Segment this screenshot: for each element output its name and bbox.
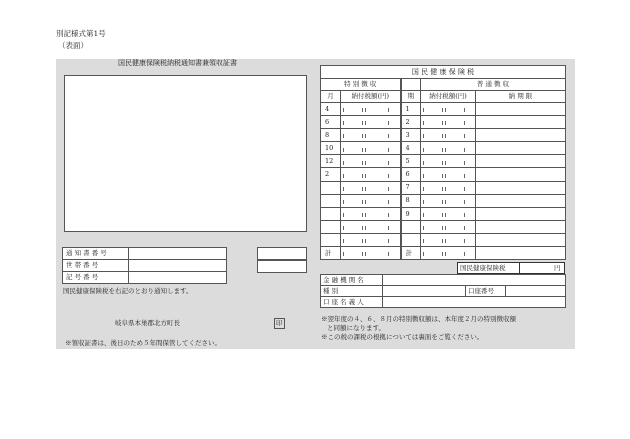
special-month-cell: 2 <box>321 168 341 181</box>
col-month: 月 <box>321 91 341 103</box>
bank-name-label: 金 融 機 関 名 <box>321 275 383 286</box>
ordinary-amount-cell <box>421 155 476 168</box>
ordinary-amount-cell <box>421 116 476 129</box>
side-box-top <box>257 247 307 260</box>
address-window <box>64 75 307 232</box>
special-month-cell <box>321 207 341 220</box>
tax-row <box>321 129 566 142</box>
tax-row <box>321 220 566 233</box>
ordinary-period-cell: 2 <box>401 116 421 129</box>
col-due-date: 納 期 限 <box>476 91 566 103</box>
tax-total-box <box>457 262 565 274</box>
special-month-cell: 10 <box>321 142 341 155</box>
ordinary-amount-cell <box>421 194 476 207</box>
ordinary-amount-cell <box>421 181 476 194</box>
ordinary-period-cell: 3 <box>401 129 421 142</box>
col-amount-ordinary: 納付税額(円) <box>421 91 476 103</box>
special-amount-cell <box>341 233 401 246</box>
notice-number-label: 通 知 書 番 号 <box>63 248 129 260</box>
special-amount-cell <box>341 194 401 207</box>
col-period: 期 <box>401 91 421 103</box>
tax-row <box>321 233 566 246</box>
account-type-label: 種 別 <box>321 286 383 297</box>
account-holder-label: 口 座 名 義 人 <box>321 297 383 308</box>
ordinary-period-cell: 4 <box>401 142 421 155</box>
tax-total-yen: 円 <box>554 264 561 272</box>
due-date-cell <box>476 220 566 233</box>
tax-row <box>321 181 566 194</box>
tax-total-label: 国民健康保険税 <box>460 264 506 272</box>
account-number-value <box>506 286 566 297</box>
tax-row <box>321 116 566 129</box>
special-month-cell <box>321 220 341 233</box>
tax-row <box>321 207 566 220</box>
household-number-label: 世 帯 番 号 <box>63 260 129 272</box>
form-number: 別記様式第1号 <box>56 29 106 38</box>
col-amount-special: 納付税額(円) <box>341 91 401 103</box>
due-date-cell <box>476 233 566 246</box>
ordinary-amount-cell <box>421 233 476 246</box>
special-month-cell <box>321 194 341 207</box>
ordinary-period-cell <box>401 220 421 233</box>
ordinary-period-cell: 7 <box>401 181 421 194</box>
bank-table <box>320 274 566 308</box>
bank-name-value <box>383 275 566 286</box>
due-date-cell <box>476 103 566 116</box>
account-type-value <box>383 286 466 297</box>
special-amount-cell <box>341 142 401 155</box>
ordinary-period-cell: 5 <box>401 155 421 168</box>
ordinary-amount-cell <box>421 207 476 220</box>
ordinary-amount-cell <box>421 168 476 181</box>
notice-number-value <box>129 248 227 260</box>
note-line-3: ※この税の課税の根拠については裏面をご覧ください。 <box>321 333 484 341</box>
tax-total-divider <box>519 263 520 274</box>
special-amount-cell <box>341 168 401 181</box>
notice-text: 国民健康保険税を右記のとおり通知します。 <box>63 287 193 295</box>
special-collection-header: 特 別 徴 収 <box>321 79 401 91</box>
tax-main-header: 国 民 健 康 保 険 税 <box>321 66 566 79</box>
special-amount-cell <box>341 181 401 194</box>
tax-row <box>321 155 566 168</box>
due-date-cell <box>476 155 566 168</box>
special-amount-cell <box>341 155 401 168</box>
note-line-1: ※翌年度の４、６、８月の特別徴収額は、本年度２月の特別徴収額 <box>321 315 516 323</box>
special-month-cell <box>321 233 341 246</box>
special-month-cell: 4 <box>321 103 341 116</box>
tax-row <box>321 168 566 181</box>
special-month-cell: 8 <box>321 129 341 142</box>
due-date-cell <box>476 168 566 181</box>
ordinary-period-cell: 6 <box>401 168 421 181</box>
due-date-cell <box>476 194 566 207</box>
ordinary-amount-cell <box>421 129 476 142</box>
due-date-cell <box>476 181 566 194</box>
household-number-value <box>129 260 227 272</box>
special-month-cell <box>321 181 341 194</box>
ordinary-amount-cell <box>421 103 476 116</box>
ordinary-period-cell: 1 <box>401 103 421 116</box>
due-date-cell <box>476 129 566 142</box>
ordinary-period-cell <box>401 233 421 246</box>
note-line-2: と同額になります。 <box>327 324 385 332</box>
tax-row <box>321 103 566 116</box>
special-amount-cell <box>341 207 401 220</box>
special-amount-cell <box>341 116 401 129</box>
code-number-label: 記 号 番 号 <box>63 272 129 284</box>
due-date-cell <box>476 207 566 220</box>
ordinary-period-cell: 8 <box>401 194 421 207</box>
ordinary-total-label: 計 <box>401 247 421 260</box>
issuer-name: 岐阜県本巣郡北方町長 <box>115 319 180 327</box>
ordinary-collection-header: 普 通 徴 収 <box>421 79 566 91</box>
form-side-label: （表面） <box>58 41 88 50</box>
account-number-label: 口座番号 <box>466 286 506 297</box>
code-number-value <box>129 272 227 284</box>
special-total-label: 計 <box>321 247 341 260</box>
due-date-cell <box>476 116 566 129</box>
side-box-bottom <box>257 260 307 273</box>
account-holder-value <box>383 297 566 308</box>
special-month-cell: 12 <box>321 155 341 168</box>
tax-row <box>321 194 566 207</box>
special-amount-cell <box>341 220 401 233</box>
tax-table <box>320 65 566 260</box>
left-title: 国民健康保険税納税通知書兼領収証書 <box>118 59 237 67</box>
special-amount-cell <box>341 129 401 142</box>
special-amount-cell <box>341 103 401 116</box>
due-date-cell <box>476 142 566 155</box>
ordinary-amount-cell <box>421 142 476 155</box>
special-month-cell: 6 <box>321 116 341 129</box>
info-table <box>62 247 227 284</box>
official-seal: 印 <box>276 319 283 327</box>
ordinary-amount-cell <box>421 220 476 233</box>
ordinary-period-cell: 9 <box>401 207 421 220</box>
retention-note: ※領収証書は、後日のため５年間保管してください。 <box>65 339 221 347</box>
tax-row <box>321 142 566 155</box>
